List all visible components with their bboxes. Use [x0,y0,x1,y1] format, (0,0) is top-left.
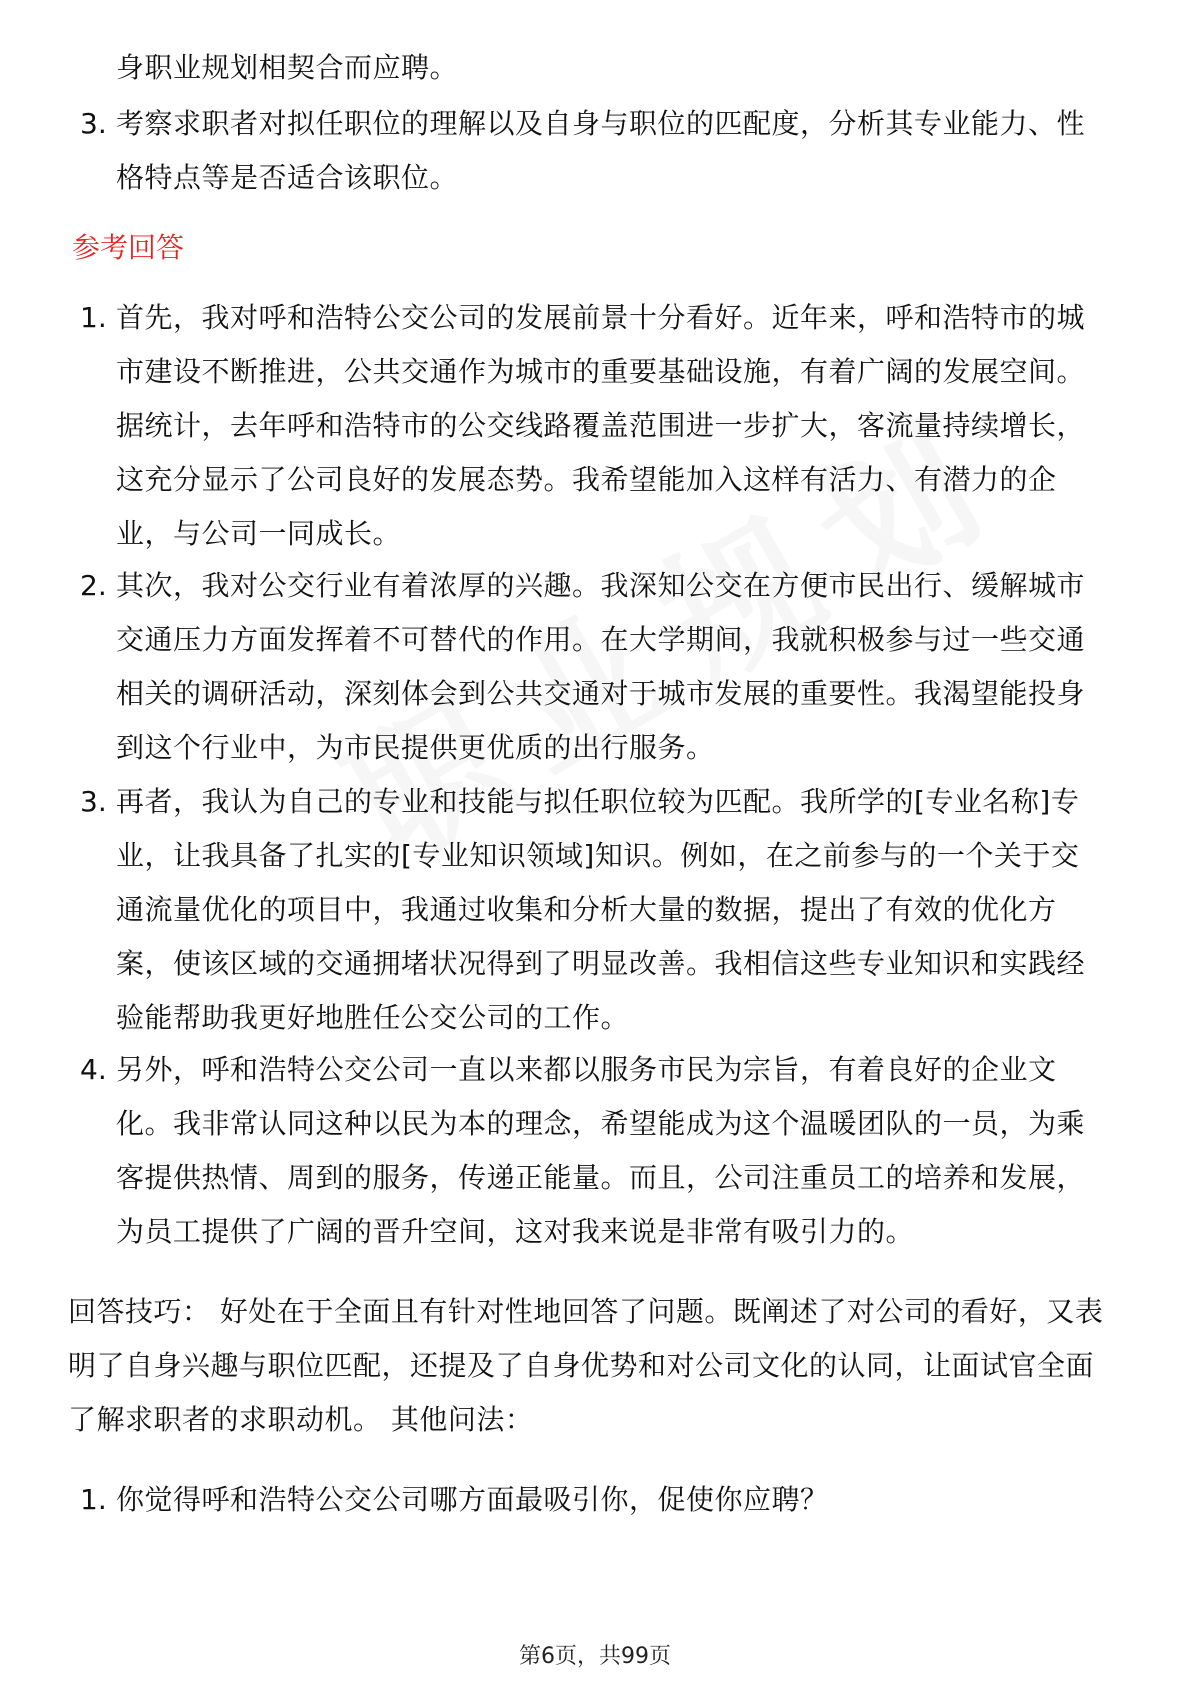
other-question-1-text: 你觉得呼和浩特公交公司哪方面最吸引你，促使你应聘？ [116,1483,829,1516]
answer-3-number: 3. [80,785,107,818]
answer-1-line: 这充分显示了公司良好的发展态势。我希望能加入这样有活力、有潜力的企 [116,463,1057,496]
answer-2-line: 到这个行业中，为市民提供更优质的出行服务。 [116,731,715,764]
answer-2-line: 交通压力方面发挥着不可替代的作用。在大学期间，我就积极参与过一些交通 [116,623,1086,656]
answer-3-line: 验能帮助我更好地胜任公交公司的工作。 [116,1001,630,1034]
answer-4-line: 为员工提供了广阔的晋升空间，这对我来说是非常有吸引力的。 [116,1215,915,1248]
page-footer: 第6页，共99页 [519,1644,671,1669]
tips-line: 了解求职者的求职动机。 其他问法： [68,1403,534,1436]
intro-item-3-number: 3. [80,107,107,140]
intro-item-3-line: 考察求职者对拟任职位的理解以及自身与职位的匹配度，分析其专业能力、性 [116,107,1086,140]
answer-4-line: 客提供热情、周到的服务，传递正能量。而且，公司注重员工的培养和发展， [116,1161,1086,1194]
answer-1-line: 业，与公司一同成长。 [116,517,402,550]
answer-3-line: 再者，我认为自己的专业和技能与拟任职位较为匹配。我所学的[专业名称]专 [116,785,1080,818]
other-question-1-number: 1. [80,1483,107,1516]
answer-4-line: 另外，呼和浩特公交公司一直以来都以服务市民为宗旨，有着良好的企业文 [116,1053,1057,1086]
answer-2-line: 其次，我对公交行业有着浓厚的兴趣。我深知公交在方便市民出行、缓解城市 [116,569,1086,602]
answer-3-line: 通流量优化的项目中，我通过收集和分析大量的数据，提出了有效的优化方 [116,893,1057,926]
answer-1-line: 据统计，去年呼和浩特市的公交线路覆盖范围进一步扩大，客流量持续增长， [116,409,1086,442]
tips-line: 明了自身兴趣与职位匹配，还提及了自身优势和对公司文化的认同，让面试官全面 [68,1349,1095,1382]
tips-line: 回答技巧： 好处在于全面且有针对性地回答了问题。既阐述了对公司的看好，又表 [68,1295,1104,1328]
answer-1-line: 市建设不断推进，公共交通作为城市的重要基础设施，有着广阔的发展空间。 [116,355,1086,388]
answer-2-number: 2. [80,569,107,602]
section-heading: 参考回答 [72,231,185,264]
intro-item-3-line: 格特点等是否适合该职位。 [116,161,459,194]
intro-continuation-line: 身职业规划相契合而应聘。 [116,51,459,84]
answer-3-line: 案，使该区域的交通拥堵状况得到了明显改善。我相信这些专业知识和实践经 [116,947,1086,980]
answer-1-number: 1. [80,301,107,334]
answer-3-line: 业，让我具备了扎实的[专业知识领域]知识。例如，在之前参与的一个关于交 [116,839,1080,872]
answer-4-line: 化。我非常认同这种以民为本的理念，希望能成为这个温暖团队的一员，为乘 [116,1107,1086,1140]
answer-4-number: 4. [80,1053,107,1086]
answer-2-line: 相关的调研活动，深刻体会到公共交通对于城市发展的重要性。我渴望能投身 [116,677,1086,710]
answer-1-line: 首先，我对呼和浩特公交公司的发展前景十分看好。近年来，呼和浩特市的城 [116,301,1086,334]
